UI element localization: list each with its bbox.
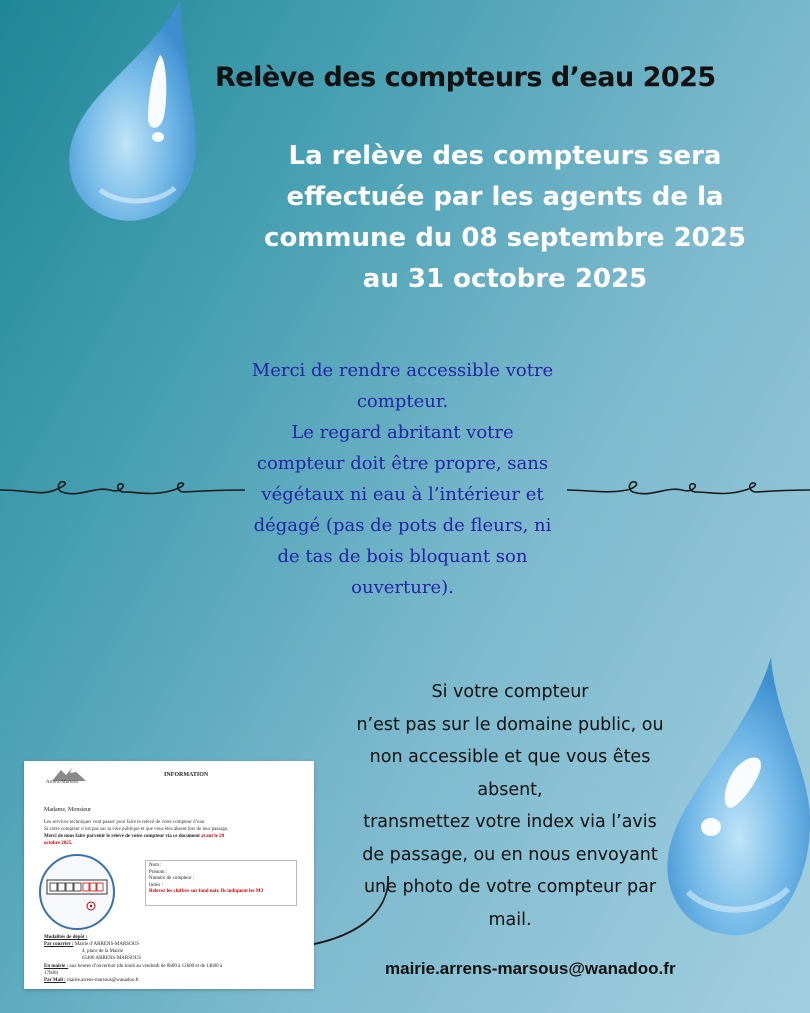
doc-form-fields [145,860,297,906]
divider-left [0,478,245,503]
access-instructions [235,355,570,603]
form-field-index: Index : [149,882,164,888]
notice-line: mail. [488,909,532,930]
doc-body-line [44,834,224,839]
water-meter-icon [41,856,113,928]
instruction-line: Merci de rendre accessible votre [251,360,554,381]
notice-line: une photo de votre compteur par [363,877,657,897]
by-email-label: Par Mail : [44,978,66,983]
doc-deadline-line: octobre 2025. [44,841,73,846]
form-field-meter-number: Numéro de compteur : [149,876,195,881]
period-announcement [225,136,785,300]
form-field-name: Nom : [149,863,162,868]
page-title: Relève des compteurs d’eau 2025 [215,62,716,93]
period-line: commune du 08 septembre 2025 [264,223,746,253]
notice-line: absent, [477,779,543,800]
notice-line: Si votre compteur [431,682,589,702]
form-field-firstname: Prénom : [149,869,168,875]
notice-line: transmettez votre index via l’avis [363,812,657,832]
doc-heading: INFORMATION [164,772,209,778]
notice-form-thumbnail [24,761,314,989]
logo-text: Arrens-Marsous [46,780,79,785]
instruction-line: compteur doit être propre, sans [256,453,549,474]
in-person-hours: 17h00) [44,971,59,976]
doc-deadline: avant le 20 [201,834,225,839]
by-mail-label: Par courrier : [44,942,74,947]
address-line: 65400 ARRENS-MARSOUS [82,956,142,961]
form-note: Relevez les chiffres sur fond noir. Ils indiquent les M3 [149,889,264,894]
period-line: effectuée par les agents de la [286,182,724,212]
meter-illustration [39,854,115,930]
period-line: au 31 octobre 2025 [362,264,648,294]
in-person-text: aux heures d’ouverture (du lundi au vendredi de 8h00 à 12h00 et de 14h00 à [69,964,223,969]
instruction-line: compteur. [356,391,449,412]
notice-line: n’est pas sur le domaine public, ou [356,714,664,735]
by-email-text: mairie.arrens-marsous@wanadoo.fr [67,978,139,983]
doc-body-text: Merci de nous faire parvenir le relevé de votre compteur via ce document [44,834,200,839]
in-person-label: En mairie : [44,964,69,969]
in-person-line [44,964,222,969]
by-mail-line [44,942,139,947]
doc-greeting: Madame, Monsieur [44,807,91,813]
notice-line: non accessible et que vous êtes [369,747,651,767]
instruction-line: Le regard abritant votre [291,422,514,443]
by-email-line [44,978,139,983]
instruction-line: dégagé (pas de pots de fleurs, ni [253,515,552,536]
address-line: Mairie d’ARRENS-MARSOUS [74,942,140,947]
period-line: La relève des compteurs sera [288,141,722,171]
address-line: 4, place de la Mairie [82,949,123,954]
notice-line: de passage, ou en nous envoyant [362,844,658,865]
mountain-logo-icon [52,767,86,781]
divider-right [567,478,810,503]
water-drop-top-icon [60,0,200,225]
instruction-line: ouverture). [351,577,454,598]
instruction-line: végétaux ni eau à l’intérieur et [261,484,544,505]
doc-body-line: Si votre compteur n’est pas sur la voie publique et que vous êtes absent lors de leur passage, [44,827,229,832]
modalities-title: Modalités de dépôt : [44,935,88,940]
contact-email[interactable]: mairie.arrens-marsous@wanadoo.fr [385,959,676,978]
doc-body-line: Les services techniques vont passer pour faire le relevé de votre compteur d’eau. [44,820,206,825]
instruction-line: de tas de bois bloquant son [277,546,528,567]
